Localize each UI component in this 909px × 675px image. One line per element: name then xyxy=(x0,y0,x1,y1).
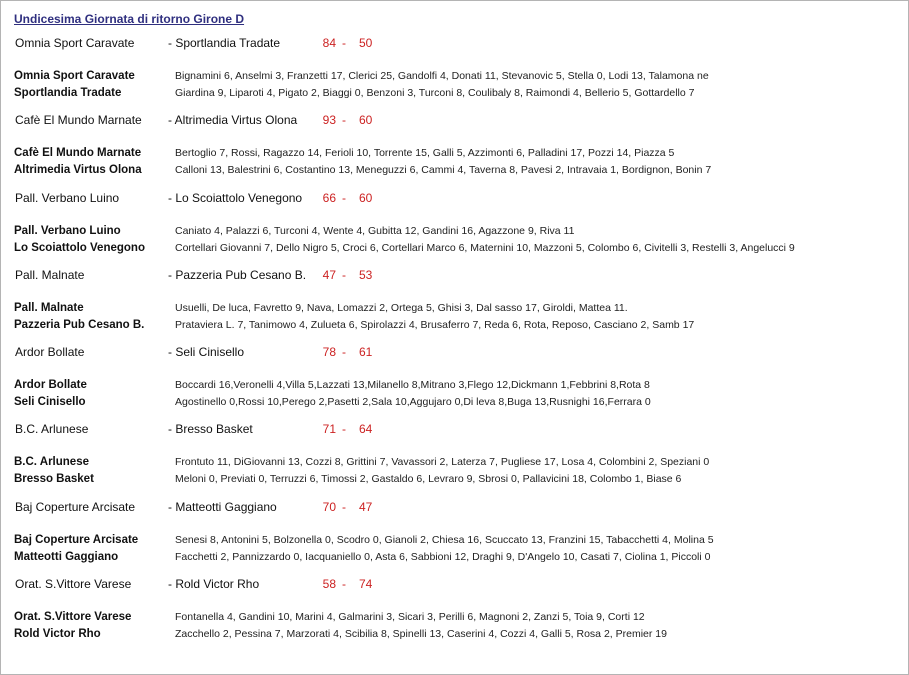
roster-players: Bertoglio 7, Rossi, Ragazzo 14, Ferioli 10, Torrente 15, Galli 5, Azzimonti 6, Palladini 17, Pozzi 14, Piazza 5 xyxy=(175,147,675,159)
roster-players: Zacchello 2, Pessina 7, Marzorati 4, Scibilia 8, Spinelli 13, Caserini 4, Cozzi 4, Galli 5, Rosa 2, Premier 19 xyxy=(175,628,667,640)
away-roster-row xyxy=(1,86,908,101)
roster-players: Facchetti 2, Pannizzardo 0, Iacquaniello 0, Asta 6, Sabbioni 12, Draghi 9, D'Angelo 10, Casati 7, Ciolina 1, Piccoli 0 xyxy=(175,551,711,563)
result-row xyxy=(1,499,908,515)
home-team-name: Cafè El Mundo Marnate xyxy=(15,113,142,127)
roster-players: Meloni 0, Previati 0, Terruzzi 6, Timossi 2, Gastaldo 6, Levraro 9, Sbrosi 0, Pallavicini 18, Colombo 1, Biase 6 xyxy=(175,473,682,485)
away-score: 61 xyxy=(359,345,373,359)
score-separator: - xyxy=(342,113,346,127)
away-roster-row xyxy=(1,163,908,178)
roster-players: Usuelli, De luca, Favretto 9, Nava, Lomazzi 2, Ortega 5, Ghisi 3, Dal sasso 17, Giroldi, Mattea 11. xyxy=(175,302,628,314)
roster-team-name: Ardor Bollate xyxy=(14,379,87,391)
home-roster-row xyxy=(1,455,908,470)
home-score: 78 xyxy=(322,345,336,359)
score-separator: - xyxy=(342,500,346,514)
home-score: 70 xyxy=(322,500,336,514)
home-score: 58 xyxy=(322,577,336,591)
home-score: 71 xyxy=(322,422,336,436)
home-roster-row xyxy=(1,610,908,625)
away-team-name: - Bresso Basket xyxy=(168,422,253,436)
away-score: 60 xyxy=(359,113,373,127)
away-score: 53 xyxy=(359,268,373,282)
result-row xyxy=(1,190,908,206)
home-team-name: Orat. S.Vittore Varese xyxy=(15,577,132,591)
home-roster-row xyxy=(1,224,908,239)
score-separator: - xyxy=(342,422,346,436)
roster-team-name: Rold Victor Rho xyxy=(14,628,101,640)
roster-players: Prataviera L. 7, Tanimowo 4, Zulueta 6, Spirolazzi 4, Brusaferro 7, Reda 6, Rota, Reposo, Casciano 2, Samb 17 xyxy=(175,319,695,331)
roster-team-name: Pall. Malnate xyxy=(14,302,84,314)
home-roster-row xyxy=(1,533,908,548)
roster-team-name: Altrimedia Virtus Olona xyxy=(14,164,142,176)
away-roster-row xyxy=(1,627,908,642)
away-score: 64 xyxy=(359,422,373,436)
away-score: 47 xyxy=(359,500,373,514)
away-score: 50 xyxy=(359,36,373,50)
roster-players: Frontuto 11, DiGiovanni 13, Cozzi 8, Grittini 7, Vavassori 2, Laterza 7, Pugliese 17, Losa 4, Colombini 2, Speziani 0 xyxy=(175,456,710,468)
roster-players: Agostinello 0,Rossi 10,Perego 2,Pasetti 2,Sala 10,Aggujaro 0,Di leva 8,Buga 13,Rusnighi 16,Ferrara 0 xyxy=(175,396,651,408)
result-row xyxy=(1,267,908,283)
score-separator: - xyxy=(342,268,346,282)
away-team-name: - Rold Victor Rho xyxy=(168,577,260,591)
away-team-name: - Pazzeria Pub Cesano B. xyxy=(168,268,307,282)
home-score: 93 xyxy=(322,113,336,127)
home-team-name: Pall. Verbano Luino xyxy=(15,191,120,205)
roster-players: Calloni 13, Balestrini 6, Costantino 13, Meneguzzi 6, Cammi 4, Taverna 8, Pavesi 2, Intravaia 1, Bordignon, Bonin 7 xyxy=(175,164,712,176)
page-title[interactable]: Undicesima Giornata di ritorno Girone D xyxy=(14,12,245,26)
home-team-name: B.C. Arlunese xyxy=(15,422,89,436)
roster-players: Giardina 9, Liparoti 4, Pigato 2, Biaggi 0, Benzoni 3, Turconi 8, Coulibaly 8, Raimondi 4, Bellerio 5, Gottardello 7 xyxy=(175,87,695,99)
home-roster-row xyxy=(1,146,908,161)
roster-team-name: Pall. Verbano Luino xyxy=(14,225,121,237)
result-row xyxy=(1,344,908,360)
roster-team-name: Pazzeria Pub Cesano B. xyxy=(14,319,145,331)
home-score: 47 xyxy=(322,268,336,282)
home-team-name: Baj Coperture Arcisate xyxy=(15,500,136,514)
score-separator: - xyxy=(342,36,346,50)
away-roster-row xyxy=(1,395,908,410)
home-roster-row xyxy=(1,301,908,316)
away-roster-row xyxy=(1,550,908,565)
home-team-name: Ardor Bollate xyxy=(15,345,85,359)
home-roster-row xyxy=(1,378,908,393)
home-team-name: Omnia Sport Caravate xyxy=(15,36,135,50)
home-roster-row xyxy=(1,69,908,84)
roster-team-name: B.C. Arlunese xyxy=(14,456,89,468)
away-roster-row xyxy=(1,472,908,487)
away-roster-row xyxy=(1,318,908,333)
score-separator: - xyxy=(342,577,346,591)
roster-team-name: Cafè El Mundo Marnate xyxy=(14,147,142,159)
result-row xyxy=(1,35,908,51)
score-separator: - xyxy=(342,345,346,359)
roster-players: Senesi 8, Antonini 5, Bolzonella 0, Scodro 0, Gianoli 2, Chiesa 16, Scuccato 13, Franzini 15, Tabacchetti 4, Molina 5 xyxy=(175,534,714,546)
home-score: 84 xyxy=(322,36,336,50)
roster-team-name: Sportlandia Tradate xyxy=(14,87,122,99)
away-team-name: - Lo Scoiattolo Venegono xyxy=(168,191,303,205)
roster-players: Bignamini 6, Anselmi 3, Franzetti 17, Clerici 25, Gandolfi 4, Donati 11, Stevanovic 5, Stella 0, Lodi 13, Talamona ne xyxy=(175,70,709,82)
roster-team-name: Matteotti Gaggiano xyxy=(14,551,119,563)
away-team-name: - Matteotti Gaggiano xyxy=(168,500,277,514)
home-score: 66 xyxy=(322,191,336,205)
score-separator: - xyxy=(342,191,346,205)
away-roster-row xyxy=(1,241,908,256)
roster-team-name: Orat. S.Vittore Varese xyxy=(14,611,132,623)
away-team-name: - Sportlandia Tradate xyxy=(168,36,281,50)
roster-players: Cortellari Giovanni 7, Dello Nigro 5, Croci 6, Cortellari Marco 6, Maternini 10, Mazzoni 5, Colombo 6, Civitelli 3, Restelli 3, Angelucci 9 xyxy=(175,242,795,254)
result-row xyxy=(1,112,908,128)
roster-team-name: Seli Cinisello xyxy=(14,396,86,408)
roster-team-name: Baj Coperture Arcisate xyxy=(14,534,139,546)
result-row xyxy=(1,576,908,592)
roster-players: Caniato 4, Palazzi 6, Turconi 4, Wente 4, Gubitta 12, Gandini 16, Agazzone 9, Riva 11 xyxy=(175,225,575,237)
roster-players: Fontanella 4, Gandini 10, Marini 4, Galmarini 3, Sicari 3, Perilli 6, Magnoni 2, Zanzi 5, Toia 9, Corti 12 xyxy=(175,611,645,623)
roster-players: Boccardi 16,Veronelli 4,Villa 5,Lazzati 13,Milanello 8,Mitrano 3,Flego 12,Dickmann 1,Febbrini 8,Rota 8 xyxy=(175,379,650,391)
away-score: 60 xyxy=(359,191,373,205)
result-row xyxy=(1,421,908,437)
away-score: 74 xyxy=(359,577,373,591)
roster-team-name: Omnia Sport Caravate xyxy=(14,70,135,82)
roster-team-name: Bresso Basket xyxy=(14,473,94,485)
away-team-name: - Seli Cinisello xyxy=(168,345,245,359)
away-team-name: - Altrimedia Virtus Olona xyxy=(168,113,298,127)
roster-team-name: Lo Scoiattolo Venegono xyxy=(14,242,145,254)
home-team-name: Pall. Malnate xyxy=(15,268,85,282)
